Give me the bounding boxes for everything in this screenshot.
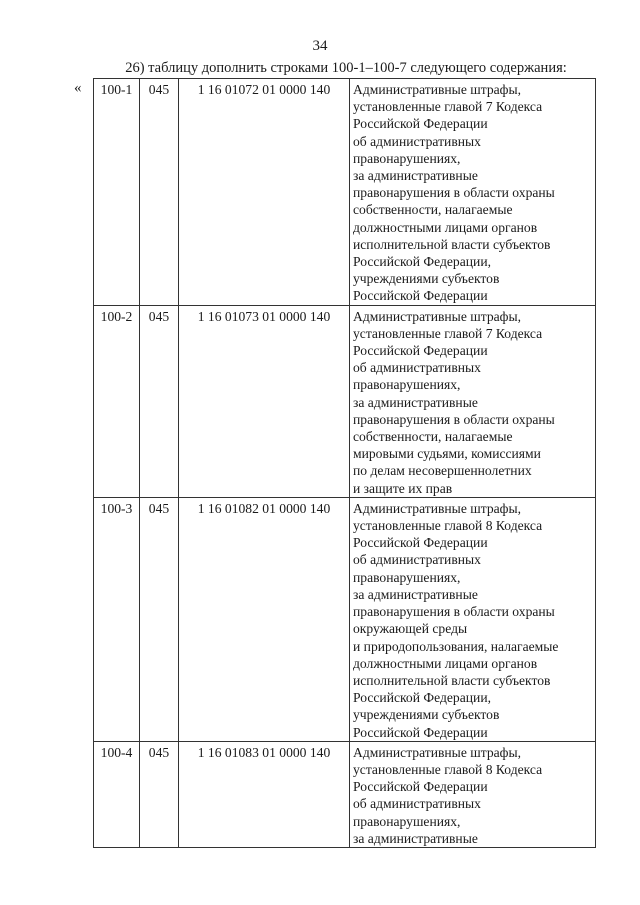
revenue-name-line: исполнительной власти субъектов [353,672,551,688]
revenue-name-line: об административных [353,133,481,149]
revenue-name-line: Административные штрафы, [353,500,521,516]
revenue-name-line: Административные штрафы, [353,308,521,324]
revenue-name-line: за административные [353,830,478,846]
revenue-name-line: Российской Федерации [353,343,488,359]
intro-paragraph: 26) таблицу дополнить строками 100-1–100-7 следующего содержания: [125,60,567,76]
row-number: 100-2 [94,305,140,497]
admin-code: 045 [140,305,179,497]
revenue-name-line: Российской Федерации [353,116,488,132]
revenue-name-line: окружающей среды [353,621,468,637]
revenue-name-line: Российской Федерации [353,288,488,304]
admin-code: 045 [140,79,179,306]
table-row [94,497,596,741]
opening-quote-mark: « [74,80,82,96]
page-number: 34 [312,38,328,54]
revenue-name-line: Российской Федерации [353,535,488,551]
revenue-name-line: установленные главой 7 Кодекса [353,325,543,341]
revenue-name-line: правонарушения в области охраны [353,185,555,201]
revenue-name-line: установленные главой 7 Кодекса [353,99,543,115]
table-row [94,741,596,847]
revenue-name-line: исполнительной власти субъектов [353,236,551,252]
revenue-name-line: мировыми судьями, комиссиями [353,446,541,462]
revenue-name-line: учреждениями субъектов [353,707,500,723]
budget-code: 1 16 01083 01 0000 140 [179,741,350,847]
revenue-name [350,497,596,741]
kbk-table [93,78,596,848]
revenue-name-line: за административные [353,586,478,602]
revenue-name [350,741,596,847]
revenue-name-line: Российской Федерации [353,779,488,795]
revenue-name [350,305,596,497]
budget-code: 1 16 01082 01 0000 140 [179,497,350,741]
revenue-name-line: правонарушениях, [353,377,461,393]
revenue-name-line: собственности, налагаемые [353,429,513,445]
revenue-name-line: Российской Федерации [353,724,488,740]
revenue-name-line: правонарушения в области охраны [353,604,555,620]
revenue-name-line: об административных [353,796,481,812]
table-row [94,79,596,306]
revenue-name-line: по делам несовершеннолетних [353,463,532,479]
revenue-name [350,79,596,306]
row-number: 100-1 [94,79,140,306]
row-number: 100-4 [94,741,140,847]
revenue-name-line: правонарушениях, [353,813,461,829]
revenue-name-line: правонарушениях, [353,569,461,585]
revenue-name-line: правонарушениях, [353,150,461,166]
revenue-name-line: Российской Федерации, [353,690,491,706]
admin-code: 045 [140,497,179,741]
revenue-name-line: и защите их прав [353,480,453,496]
revenue-name-line: установленные главой 8 Кодекса [353,518,543,534]
table-row [94,305,596,497]
revenue-name-line: об административных [353,360,481,376]
revenue-name-line: об административных [353,552,481,568]
revenue-name-line: должностными лицами органов [353,219,538,235]
revenue-name-line: должностными лицами органов [353,655,538,671]
revenue-name-line: Административные штрафы, [353,744,521,760]
revenue-name-line: Административные штрафы, [353,82,521,97]
admin-code: 045 [140,741,179,847]
revenue-name-line: учреждениями субъектов [353,271,500,287]
revenue-name-line: за административные [353,168,478,184]
revenue-name-line: установленные главой 8 Кодекса [353,761,543,777]
revenue-name-line: Российской Федерации, [353,254,491,270]
budget-code: 1 16 01072 01 0000 140 [179,79,350,306]
revenue-name-line: и природопользования, налагаемые [353,638,559,654]
budget-code: 1 16 01073 01 0000 140 [179,305,350,497]
row-number: 100-3 [94,497,140,741]
revenue-name-line: собственности, налагаемые [353,202,513,218]
revenue-name-line: за административные [353,394,478,410]
revenue-name-line: правонарушения в области охраны [353,411,555,427]
